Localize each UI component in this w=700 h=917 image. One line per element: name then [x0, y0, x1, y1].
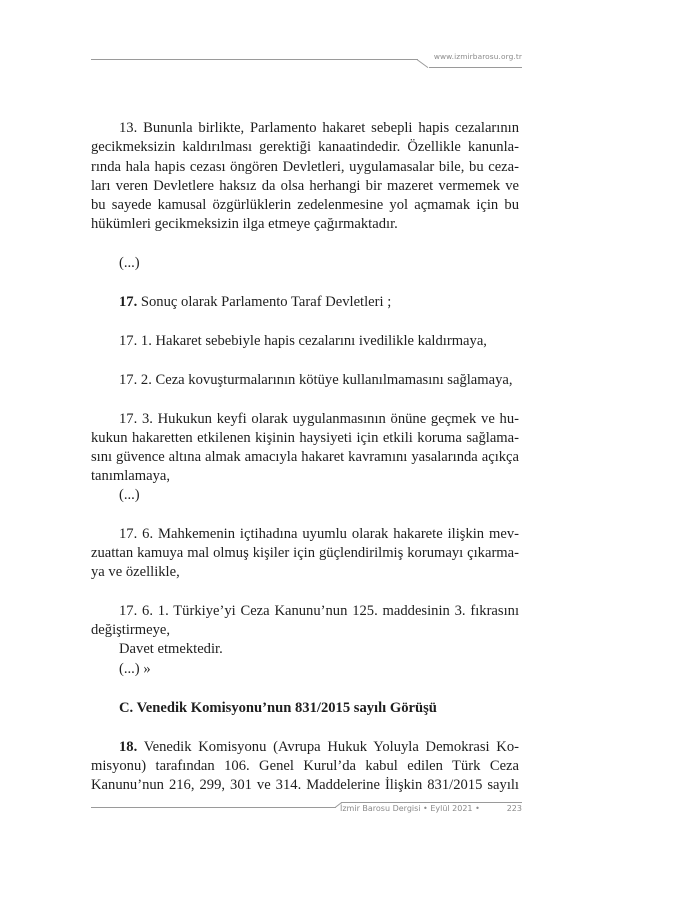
- p18-line-1-text: Venedik Komisyonu (Avrupa Hukuk Yoluyla Demokrasi Ko-: [137, 739, 519, 755]
- header-rule-right: [429, 67, 522, 68]
- p17-6-1-line-1: 17. 6. 1. Türkiye’yi Ceza Kanunu’nun 125. maddesinin 3. fıkrasını: [119, 603, 519, 619]
- p17-6-line-1: 17. 6. Mahkemenin içtihadına uyumlu olarak hakarete ilişkin mev-: [119, 526, 519, 542]
- header-rule-diagonal: [416, 59, 428, 68]
- page-number: 223: [506, 804, 522, 813]
- footer-journal-title: İzmir Barosu Dergisi • Eylül 2021 •: [340, 804, 480, 813]
- p17-6-line-2: zuattan kamuya mal olmuş kişiler için güçlendirilmiş korumayı çıkarma-: [91, 545, 519, 561]
- p17-3-line-1: 17. 3. Hukukun keyfi olarak uygulanmasının önüne geçmek ve hu-: [119, 411, 519, 427]
- p17-number: 17.: [119, 294, 138, 310]
- p18-line-2: misyonu) tarafından 106. Genel Kurul’da kabul edilen Türk Ceza: [91, 758, 519, 774]
- p17-3-line-4: tanımlamaya,: [91, 468, 171, 484]
- p13-line-5: bu sayede kamusal özgürlüklerin zedelenmesine yol açmamak için bu: [91, 197, 519, 213]
- header-url: www.izmirbarosu.org.tr: [433, 52, 522, 61]
- p17-3-line-3: sını güvence altına almak amacıyla hakaret kavramını yasalarında açıkça: [91, 449, 519, 465]
- footer-rule-left: [91, 807, 336, 808]
- p17-3-line-2: kukun hakaretten etkilenen kişinin haysiyeti için etkili koruma sağlama-: [91, 430, 519, 446]
- section-heading: C. Venedik Komisyonu’nun 831/2015 sayılı Görüşü: [119, 700, 437, 716]
- p18-number: 18.: [119, 739, 138, 755]
- footer-rule-right: [341, 802, 522, 803]
- p17-2: 17. 2. Ceza kovuşturmalarının kötüye kullanılmamasını sağlamaya,: [119, 372, 513, 388]
- p18-line-1: [119, 738, 519, 757]
- p13-line-3: rında hala hapis cezası öngören Devletleri, uygulamasalar bile, bu ceza-: [91, 159, 519, 175]
- p13-line-4: ları veren Devletlere haksız da olsa herhangi bir mazeret vermemek ve: [91, 178, 519, 194]
- ellipsis-3: (...) »: [119, 661, 151, 677]
- davet-line: Davet etmektedir.: [119, 641, 223, 657]
- p17-6-1-line-2: değiştirmeye,: [91, 622, 171, 638]
- p17-heading: [119, 293, 519, 312]
- p17-6-line-3: ya ve özellikle,: [91, 564, 180, 580]
- p17-1: 17. 1. Hakaret sebebiyle hapis cezalarını ivedilikle kaldırmaya,: [119, 333, 487, 349]
- ellipsis-1: (...): [119, 255, 140, 271]
- p13-line-6: hükümleri gecikmeksizin ilga etmeye çağırmaktadır.: [91, 216, 398, 232]
- header-rule-left: [91, 59, 418, 60]
- ellipsis-2: (...): [119, 487, 140, 503]
- p13-line-2: gecikmeksizin kaldırılması gerektiği kanaatindedir. Özellikle kanunla-: [91, 139, 519, 155]
- p18-line-3: Kanunu’nun 216, 299, 301 ve 314. Maddelerine İlişkin 831/2015 sayılı: [91, 777, 519, 793]
- p17-text: Sonuç olarak Parlamento Taraf Devletleri ;: [137, 294, 392, 310]
- p13-line-1: 13. Bununla birlikte, Parlamento hakaret sebepli hapis cezalarının: [119, 120, 519, 136]
